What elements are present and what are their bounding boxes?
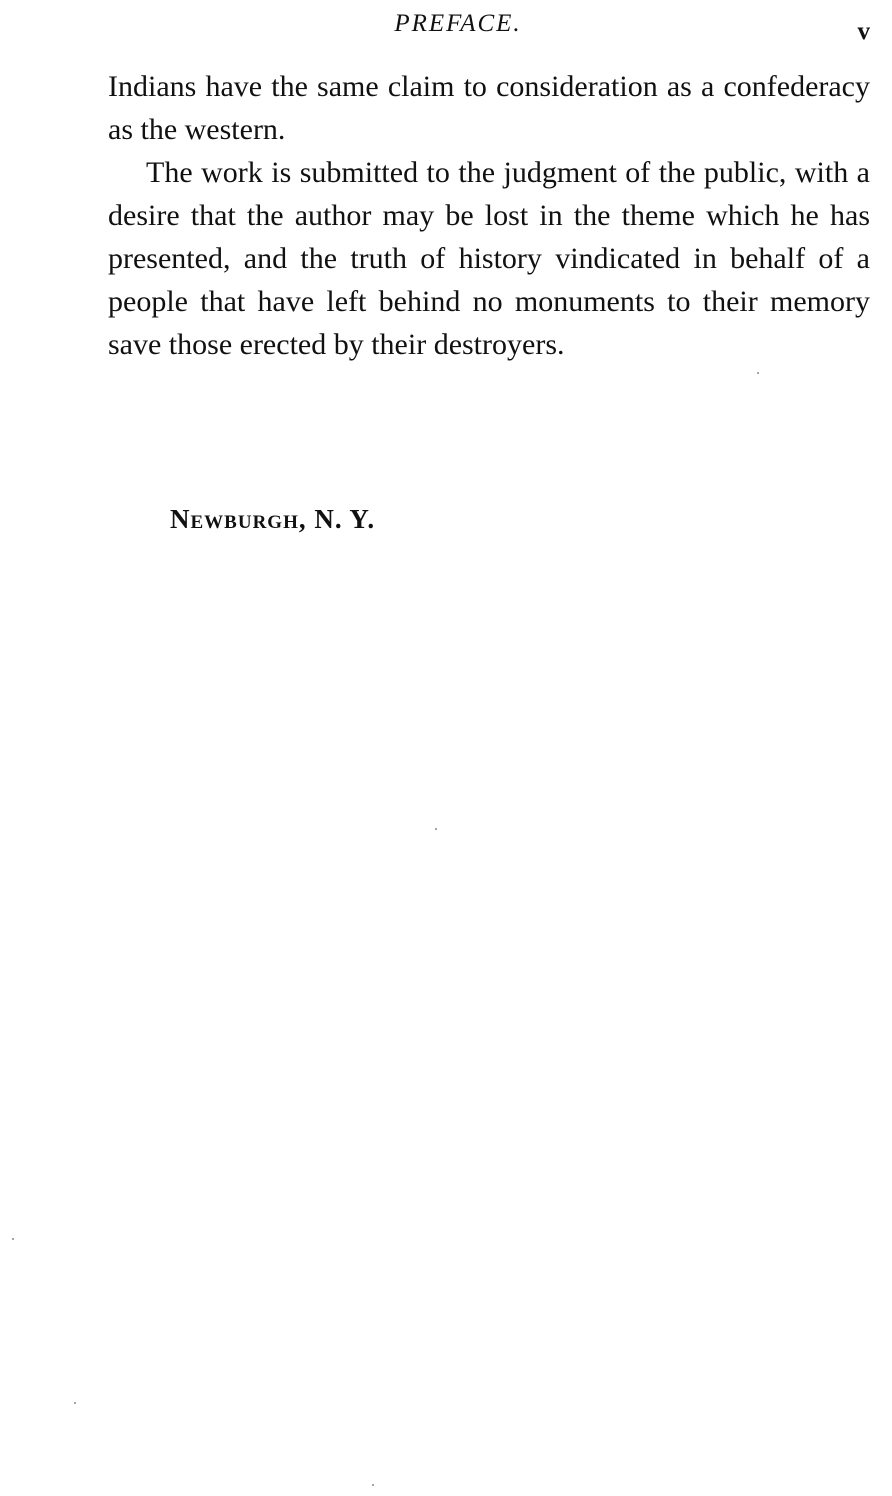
paper-speck [12,1238,14,1240]
paper-speck [74,1402,76,1404]
paper-speck [757,372,759,374]
paragraph-1: Indians have the same claim to consideration as a confederacy as the western. [108,70,870,146]
paper-speck [372,1484,374,1486]
paper-speck [435,828,437,830]
page-number: v [857,18,870,45]
signature-place: Newburgh, N. Y. [170,504,376,534]
paragraph-2: The work is submitted to the judgment of the public, with a desire that the author may be lost in the theme which he has presented, and the truth of history vindicated in behalf of a people that have left behind no monuments to their memory save those erected by their destroyers. [108,156,870,361]
running-head [0,6,892,46]
body-text [108,65,870,366]
running-title: PREFACE. [394,10,522,37]
